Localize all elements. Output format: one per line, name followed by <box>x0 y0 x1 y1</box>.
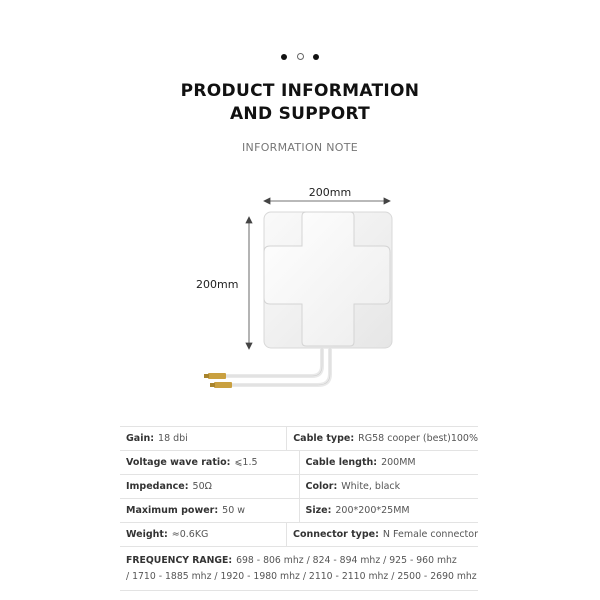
spec-row <box>120 475 478 499</box>
antenna-product-image <box>190 180 430 400</box>
spec-key: Cable type: <box>293 433 355 444</box>
spec-key: Size: <box>305 505 332 516</box>
width-dimension-label: 200mm <box>308 186 352 199</box>
height-dimension-label: 200mm <box>196 278 239 291</box>
frequency-key: FREQUENCY RANGE: <box>126 555 233 566</box>
spec-value: 200*200*25MM <box>335 505 410 516</box>
spec-row <box>120 426 478 451</box>
spec-value: N Female connector <box>382 529 478 540</box>
height-arrow <box>246 217 252 349</box>
spec-value: 18 dbi <box>158 433 188 444</box>
frequency-values-line-2: / 1710 - 1885 mhz / 1920 - 1980 mhz / 2110 - 2110 mhz / 2500 - 2690 mhz <box>126 571 477 582</box>
spec-key: Weight: <box>126 529 168 540</box>
spec-key: Maximum power: <box>126 505 219 516</box>
spec-value: 50 w <box>222 505 246 516</box>
spec-row <box>120 451 478 475</box>
title-line-1: PRODUCT INFORMATION <box>180 81 420 101</box>
page-subtitle: INFORMATION NOTE <box>242 141 358 154</box>
spec-key: Cable length: <box>305 457 378 468</box>
spec-value: ⩽1.5 <box>234 457 258 468</box>
spec-key: Voltage wave ratio: <box>126 457 231 468</box>
title-line-2: AND SUPPORT <box>229 104 371 124</box>
carousel-indicator <box>0 46 600 65</box>
spec-key: Gain: <box>126 433 155 444</box>
page-title <box>0 80 600 126</box>
spec-value: RG58 cooper (best)100% <box>358 433 478 444</box>
connector-icon <box>204 373 226 379</box>
frequency-values-line-1: 698 - 806 mhz / 824 - 894 mhz / 925 - 960 mhz <box>236 555 457 566</box>
spec-value: ≈0.6KG <box>171 529 209 540</box>
spec-value: 200MM <box>381 457 416 468</box>
carousel-dot[interactable] <box>297 53 304 60</box>
spec-row <box>120 523 478 547</box>
carousel-dot[interactable] <box>313 54 319 60</box>
spec-key: Impedance: <box>126 481 189 492</box>
spec-table <box>120 426 478 591</box>
spec-key: Color: <box>305 481 338 492</box>
spec-key: Connector type: <box>292 529 379 540</box>
connector-icon <box>210 382 232 388</box>
spec-value: 50Ω <box>192 481 212 492</box>
spec-row <box>120 499 478 523</box>
frequency-range <box>120 547 478 591</box>
carousel-dot[interactable] <box>281 54 287 60</box>
width-arrow <box>264 198 390 204</box>
spec-value: White, black <box>341 481 401 492</box>
